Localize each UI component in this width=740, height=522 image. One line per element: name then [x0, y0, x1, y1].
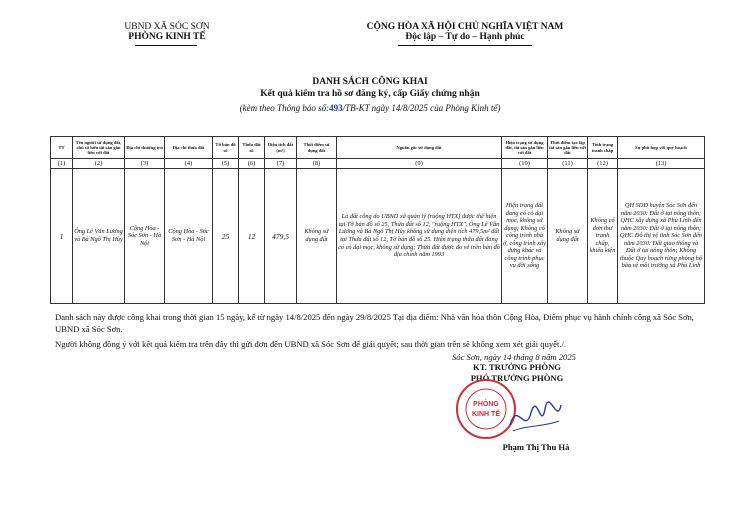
date-line: Sóc Sơn, ngày 14 tháng 8 năm 2025 — [452, 352, 576, 362]
header-cell: Sự phù hợp với quy hoạch — [618, 137, 705, 159]
index-cell: (5) — [213, 159, 239, 169]
public-notice-paragraph: Danh sách này được công khai trong thời gian 15 ngày, kể từ ngày 14/8/2025 đến ngày 29/8/2025 Tại địa điểm: Nhà văn hóa thôn Cộng Hòa, Điểm phục vụ hành chính công xã Sóc Sơn, UBND xã Sóc Sơn. — [55, 312, 694, 335]
motto-underline — [398, 45, 532, 46]
header-cell: Tờ bản đồ số — [213, 137, 239, 159]
index-cell: (7) — [265, 159, 297, 169]
dispute-status: Không có đơn thư tranh chấp, khiếu kiện — [588, 169, 618, 304]
issuing-agency-block — [92, 22, 242, 42]
row-number: 1 — [51, 169, 73, 304]
parcel-address: Cộng Hòa - Sóc Sơn - Hà Nội — [165, 169, 213, 304]
header-cell: Hiện trạng sử dụng đất, tài sản gắn liền với đất — [502, 137, 548, 159]
table-header-row — [51, 137, 705, 159]
stamp-inner-ring — [466, 389, 506, 429]
index-cell: (11) — [548, 159, 588, 169]
land-use-time: Không sử dụng đất — [297, 169, 337, 304]
header-cell: Địa chỉ thửa đất — [165, 137, 213, 159]
current-status: Hiện trạng đất đang có cỏ dại mọc, không sử dụng; Không có công trình nhà ở, công trình xây dựng khác và công trình phục vụ đời sống — [502, 169, 548, 304]
handwritten-signature — [505, 395, 565, 440]
agency-name: UBND XÃ SÓC SƠN — [124, 22, 210, 32]
index-cell: (12) — [588, 159, 618, 169]
reference-suffix: /TB-KT ngày 14/8/2025 của Phòng Kinh tế) — [342, 103, 501, 113]
permanent-address: Cộng Hòa - Sóc Sơn - Hà Nội — [125, 169, 165, 304]
reference-line — [150, 103, 590, 113]
index-cell: (13) — [618, 159, 705, 169]
complaint-paragraph: Người không đồng ý với kết quả kiểm tra trên đây thì gửi đơn đến UBND xã Sóc Sơn để giải quyết; sau thời gian trên sẽ không xem xét giải quyết./. — [55, 339, 567, 349]
index-cell: (4) — [165, 159, 213, 169]
header-cell: Thời điểm sử dụng đất — [297, 137, 337, 159]
header-cell: Thửa đất số — [239, 137, 265, 159]
header-cell: Tên người sử dụng đất, chủ sở hữu tài sản gắn liền với đất — [73, 137, 125, 159]
header-cell: TT — [51, 137, 73, 159]
national-motto: Độc lập – Tự do – Hạnh phúc — [405, 32, 525, 42]
land-origin: Là đất công do UBND xã quản lý (ruộng HTX) được thể hiện tại Tờ bản đồ số 25, Thửa đất số 12, "ruộng HTX". Ông Lê Văn Lương và Bà Ngô Thị Hùy không sử dụng diện tích 479,5m² đất tại Thửa đất số 12, Tờ bản đồ số 25. Hiện trạng thửa đất đang có cỏ dại mọc, không sử dụng; Thửa đất được đo vẽ trên bản đồ địa chính năm 1993 — [337, 169, 502, 304]
country-name: CỘNG HÒA XÃ HỘI CHỦ NGHĨA VIỆT NAM — [366, 22, 564, 32]
index-cell: (9) — [337, 159, 502, 169]
index-cell: (3) — [125, 159, 165, 169]
parcel-number: 12 — [239, 169, 265, 304]
document-subtitle: Kết quả kiểm tra hồ sơ đăng ký, cấp Giấy chứng nhận — [260, 89, 480, 99]
signer-title: PHÓ TRƯỞNG PHÒNG — [470, 373, 564, 383]
owner-name: Ông Lê Văn Lương và Bà Ngô Thị Hùy — [73, 169, 125, 304]
index-cell: (1) — [51, 159, 73, 169]
document-title: DANH SÁCH CÔNG KHAI — [312, 77, 428, 87]
department-name: PHÒNG KINH TẾ — [128, 32, 206, 42]
svg-text:KINH TẾ: KINH TẾ — [472, 411, 500, 418]
asset-creation-time: Không sử dụng đất — [548, 169, 588, 304]
index-cell: (2) — [73, 159, 125, 169]
reference-prefix: (kèm theo Thông báo số: — [239, 103, 330, 113]
index-cell: (10) — [502, 159, 548, 169]
header-cell: Tình trạng tranh chấp — [588, 137, 618, 159]
header-cell: Địa chỉ thường trú — [125, 137, 165, 159]
svg-text:PHÒNG: PHÒNG — [473, 401, 499, 408]
column-index-row — [51, 159, 705, 169]
inspection-results-table — [50, 136, 705, 304]
header-cell: Thời điểm tạo lập tài sản gắn liền với đất — [548, 137, 588, 159]
index-cell: (8) — [297, 159, 337, 169]
header-cell: Nguồn gốc sử dụng đất — [337, 137, 502, 159]
land-area: 479,5 — [265, 169, 297, 304]
signer-authority: KT. TRƯỞNG PHÒNG — [473, 362, 561, 372]
map-sheet-number: 25 — [213, 169, 239, 304]
planning-conformity: QH SDĐ huyện Sóc Sơn đến năm 2030: Đất ở tại nông thôn; QHC xây dựng xã Phù Linh đến năm 2030: Đất ở tại nông thôn; QHC Đô thị vệ tinh Sóc Sơn đến năm 2030: Đất giao thông và Đất ở tại nông thôn; Không thuộc Quy hoạch rừng phòng hộ bảo vệ môi trường xã Phù Linh — [618, 169, 705, 304]
reference-number: 493 — [329, 103, 343, 113]
index-cell: (6) — [239, 159, 265, 169]
table-row — [51, 169, 705, 304]
signer-name: Phạm Thị Thu Hà — [502, 442, 570, 452]
national-heading-block — [335, 22, 595, 42]
department-underline — [135, 45, 197, 46]
header-cell: Diện tích đất (m²) — [265, 137, 297, 159]
